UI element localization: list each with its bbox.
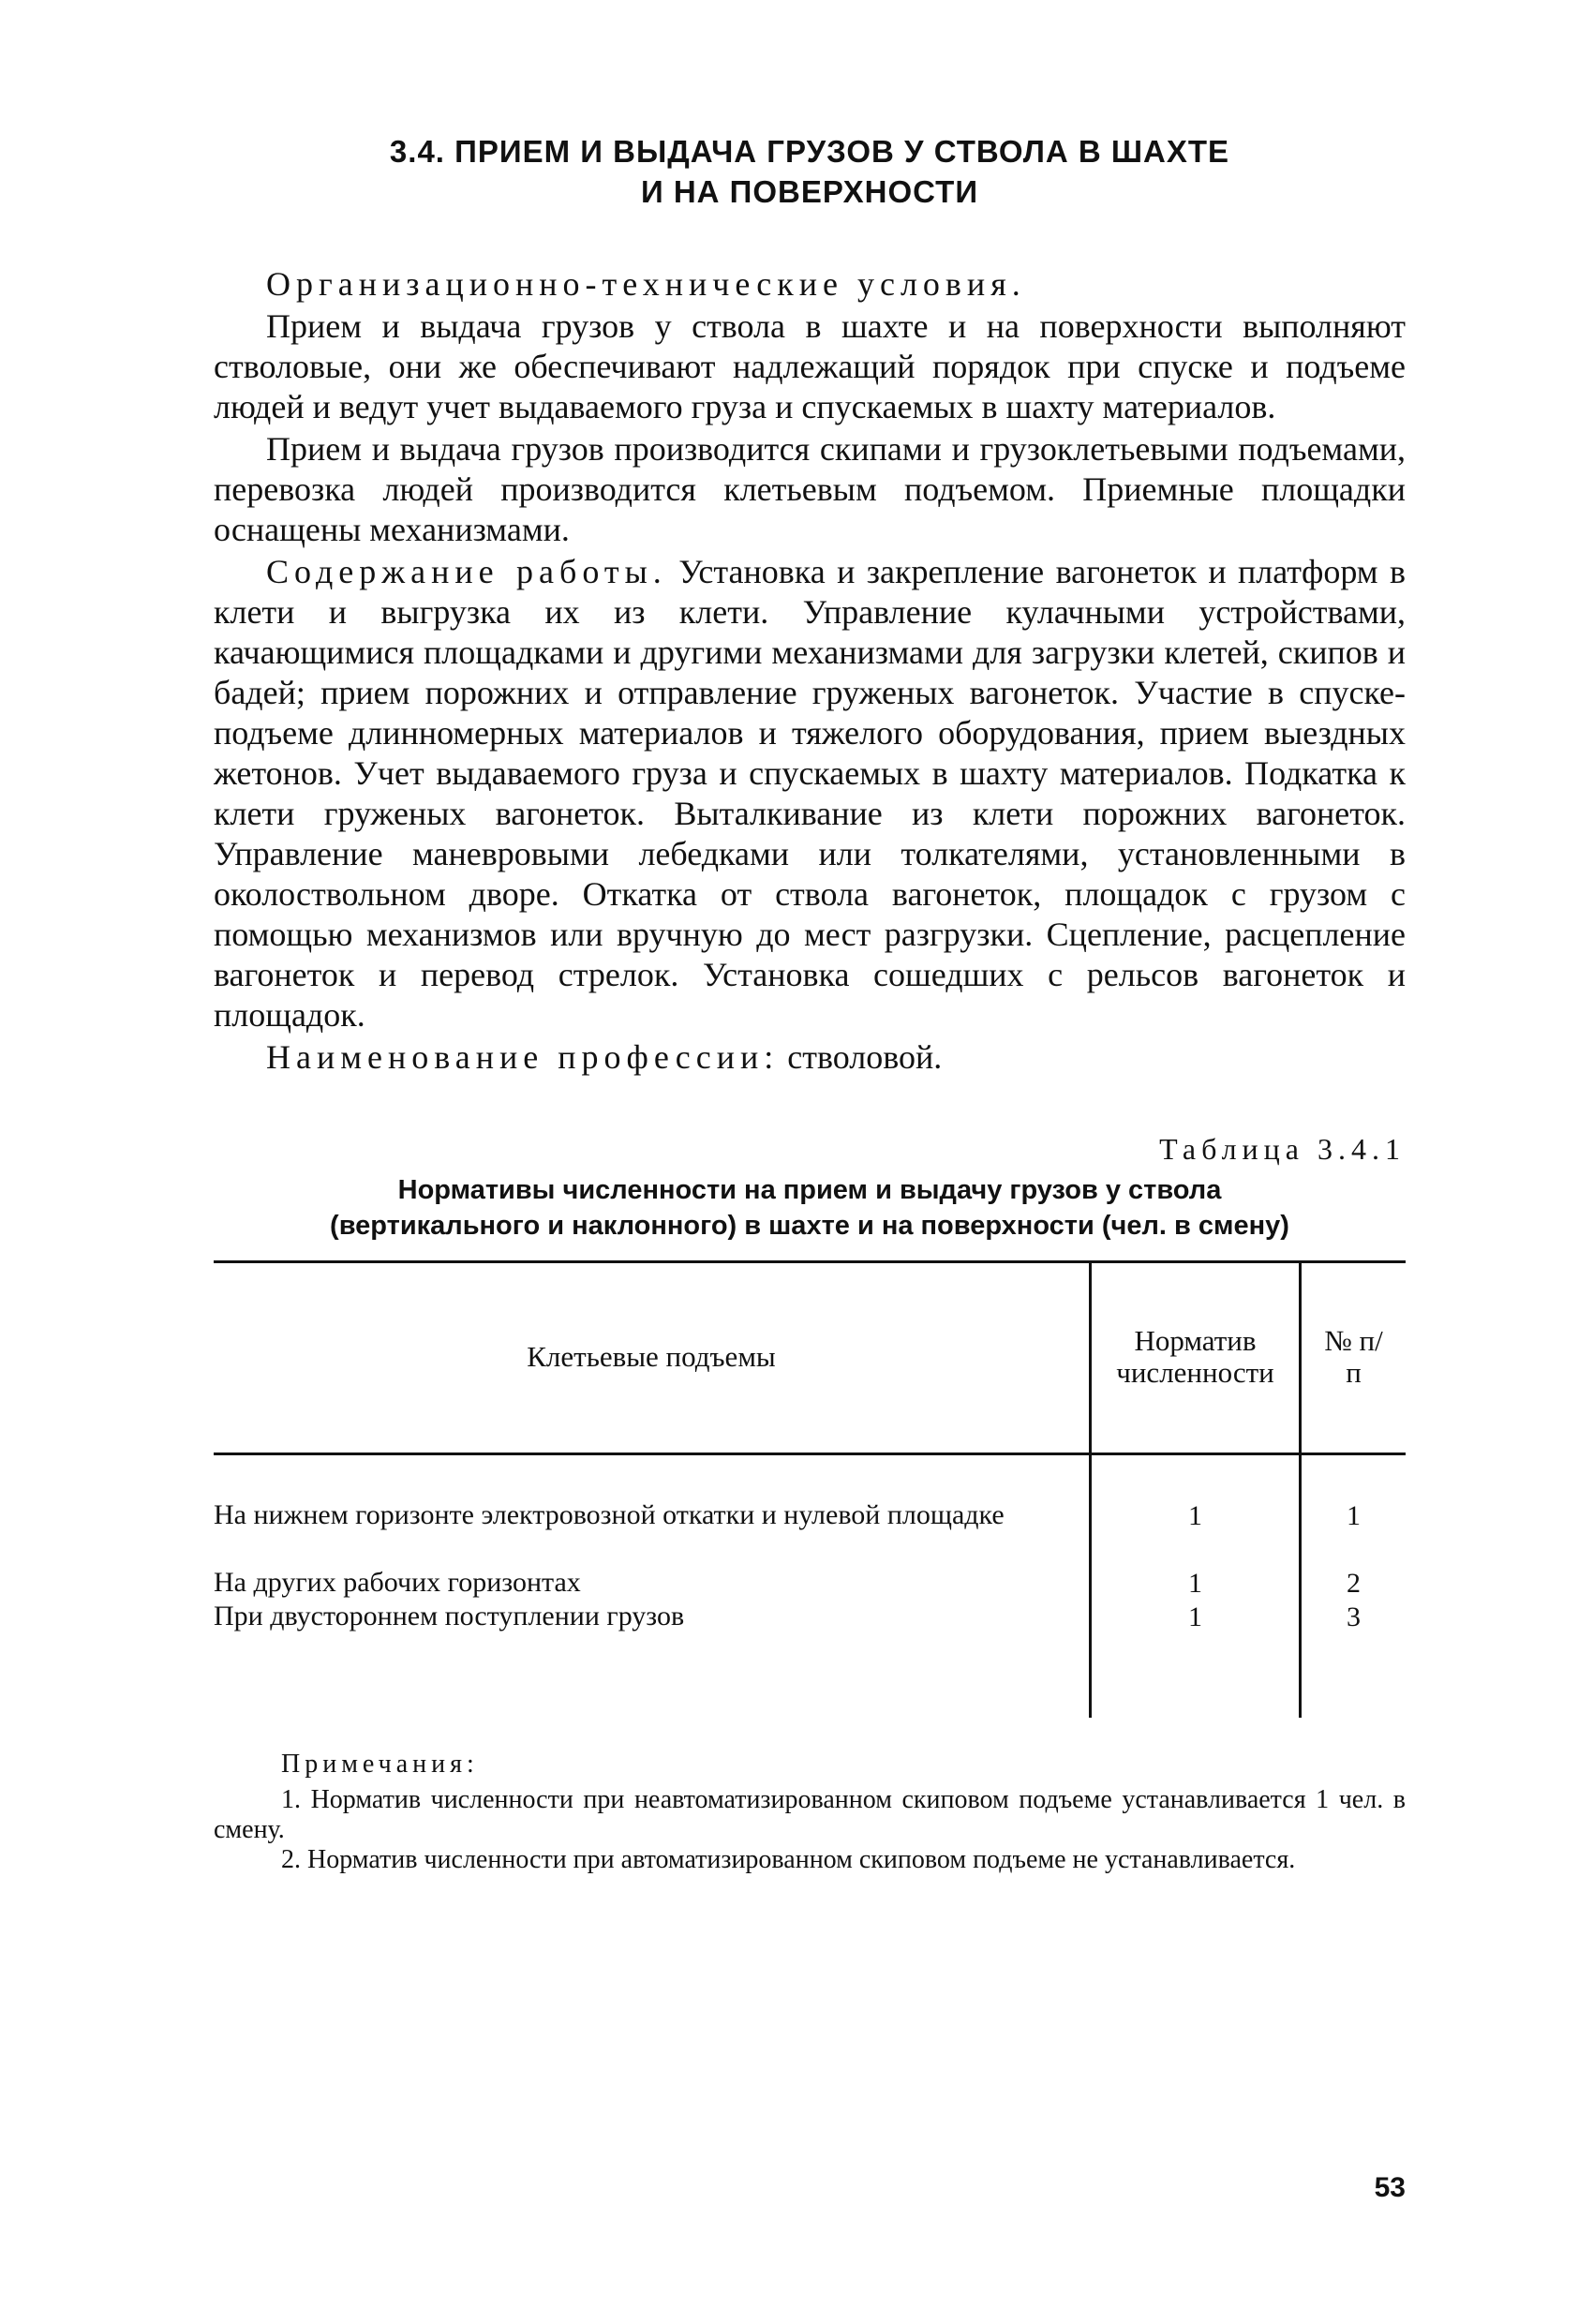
table-title-line-2: (вертикального и наклонного) в шахте и на поверхности (чел. в смену) [330,1211,1289,1241]
table-row-2-norm: 1 [1188,1568,1202,1599]
norms-table [214,1260,1406,1718]
table-row-1-norm: 1 [1188,1500,1202,1531]
content-paragraph [214,552,1406,1035]
conditions-paragraph-1: Прием и выдача грузов у ствола в шахте и на поверхности выполняют стволовые, они же обеспечивают надлежащий порядок при спуске и подъеме людей и ведут учет выдаваемого груза и спускаемых в шахту материалов. [214,307,1406,425]
table-label: Таблица 3.4.1 [1159,1132,1406,1166]
table-header-rule [214,1452,1406,1455]
section-heading [214,131,1406,212]
table-title-line-1: Нормативы численности на прием и выдачу грузов у ствола [397,1175,1222,1205]
page-number: 53 [1374,2172,1406,2203]
profession-value: стволовой. [787,1038,943,1076]
content-text: Установка и закрепление вагонеток и платформ в клети и выгрузка их из клети. Управление кулачными устройствами, качающимися площадками и другими механизмами для загрузки клетей, скипов и бадей; прием порожних и отправление груженых вагонеток. Участие в спуске-подъеме длинномерных материалов и тяжелого оборудования, прием выездных жетонов. Учет выдаваемого груза и спускаемых в шахту материалов. Подкатка к клети груженых вагонеток. Выталкивание из клети порожних вагонеток. Управление маневровыми лебедками или толкателями, установленными в околоствольном дворе. Откатка от ствола вагонеток, площадок с грузом с помощью механизмов или вручную до мест разгрузки. Сцепление, расцепление вагонеток и перевод стрелок. Установка сошедших с рельсов вагонеток и площадок. [214,553,1406,1034]
header-number: № п/п [1324,1323,1383,1389]
table-row-3-norm: 1 [1188,1601,1202,1632]
conditions-paragraph-2: Прием и выдача грузов производится скипами и грузоклетьевыми подъемами, перевозка людей производится клетьевым подъемом. Приемные площадки оснащены механизмами. [214,430,1406,548]
heading-line-1: 3.4. ПРИЕМ И ВЫДАЧА ГРУЗОВ У СТВОЛА В ШАХТЕ [389,134,1230,169]
profession-paragraph [214,1037,1406,1078]
profession-label: Наименование профессии: [266,1038,780,1076]
table-row-3-num: 3 [1347,1601,1361,1632]
table-row-1-num: 1 [1347,1500,1361,1531]
table-row-3-name: При двустороннем поступлении грузов [214,1601,685,1631]
header-norm: Норматив численности [1116,1323,1274,1389]
note-2: 2. Норматив численности при автоматизированном скиповом подъеме не устанавливается. [281,1845,1296,1874]
conditions-label-para [214,264,1406,305]
notes [214,1750,1406,1875]
notes-title: Примечания: [281,1750,479,1779]
note-1: 1. Норматив численности при неавтоматизированном скиповом подъеме устанавливается 1 чел. в смену. [214,1785,1406,1844]
table-title [214,1172,1406,1244]
heading-line-2: И НА ПОВЕРХНОСТИ [640,174,979,209]
conditions-label: Организационно-технические условия. [266,265,1026,303]
document-page [214,131,1406,1875]
table-row-2-num: 2 [1347,1568,1361,1599]
content-label: Содержание работы. [266,553,667,590]
table-row-1-name: На нижнем горизонте электровозной откатки и нулевой площадке [214,1499,1005,1530]
header-lifts: Клетьевые подъемы [527,1339,776,1373]
table-row-2-name: На других рабочих горизонтах [214,1567,581,1598]
